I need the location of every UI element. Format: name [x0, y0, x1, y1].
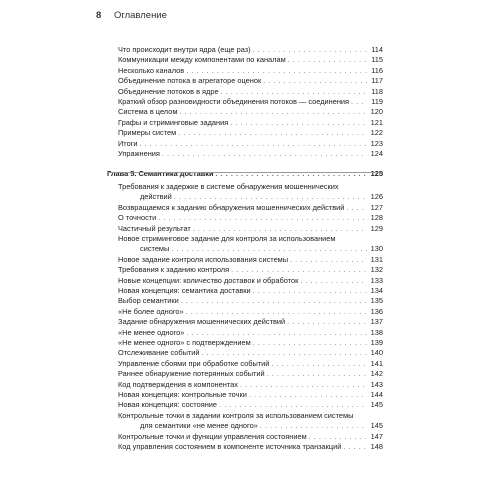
- toc-entry-title: Выбор семантики: [118, 296, 179, 306]
- leader-dots: [202, 348, 367, 358]
- chapter-page: 125: [370, 169, 383, 179]
- leader-dots: [178, 128, 367, 138]
- toc-entry-title: «Не менее одного» с подтверждением: [118, 337, 251, 347]
- toc-entry-page: 133: [370, 275, 383, 285]
- toc-entry-page: 140: [370, 348, 383, 358]
- leader-dots: [186, 66, 367, 76]
- toc-entry-page: 117: [371, 76, 383, 86]
- toc-entry[interactable]: [118, 76, 383, 86]
- leader-dots: [186, 328, 367, 338]
- toc-entry-title: системы: [140, 244, 170, 254]
- leader-dots: [253, 45, 367, 55]
- toc-entry-title: «Не более одного»: [118, 306, 184, 316]
- toc-entry[interactable]: [118, 255, 383, 265]
- toc-entry[interactable]: [118, 411, 383, 432]
- toc-entry-title: Упражнения: [118, 149, 160, 159]
- leader-dots: [290, 255, 367, 265]
- toc-entry[interactable]: [118, 276, 383, 286]
- toc-entry-page: 143: [370, 379, 383, 389]
- leader-dots: [231, 265, 367, 275]
- toc-entry-page: 138: [370, 327, 383, 337]
- toc-entry-title-line1: Требования к задержке в системе обнаружения мошеннических: [118, 181, 339, 191]
- toc-entry-page: 137: [370, 317, 383, 327]
- toc-entry-title: Объединение потоков в ядре: [118, 86, 219, 96]
- toc-entry-title: Новая концепция: состояние: [118, 400, 218, 410]
- toc-entry[interactable]: [118, 369, 383, 379]
- toc-entry[interactable]: [118, 442, 383, 452]
- toc-entry-page: 144: [370, 390, 383, 399]
- toc-entry[interactable]: [118, 317, 383, 327]
- toc-entry-title: Что происходит внутри ядра (еще раз): [118, 45, 251, 54]
- table-of-contents: [107, 45, 383, 452]
- toc-entry-title: Раннее обнаружение потерянных событий: [118, 369, 265, 379]
- leader-dots: [346, 203, 367, 213]
- toc-entry-page: 132: [370, 265, 383, 275]
- toc-entry-page: 127: [370, 202, 383, 212]
- toc-entry[interactable]: [118, 45, 383, 55]
- toc-entry-title: Задание обнаружения мошеннических действий: [118, 317, 286, 327]
- toc-entry-title: Новые концепции: количество доставок и обработок: [118, 275, 299, 285]
- toc-entry[interactable]: [118, 139, 383, 149]
- toc-entry-page: 129: [370, 223, 383, 233]
- leader-dots: [193, 224, 367, 234]
- toc-entry-page: 136: [370, 306, 383, 316]
- toc-entry[interactable]: [118, 118, 383, 128]
- toc-entry[interactable]: [118, 55, 383, 65]
- leader-dots: [309, 432, 367, 442]
- leader-dots: [253, 286, 367, 296]
- leader-dots: [219, 400, 367, 410]
- toc-entry-page: 114: [371, 45, 383, 54]
- toc-entry-title: Отслеживание событий: [118, 348, 200, 358]
- toc-entry[interactable]: [118, 307, 383, 317]
- toc-entry[interactable]: [118, 359, 383, 369]
- toc-entry-page: 120: [370, 107, 383, 117]
- toc-entry[interactable]: [118, 348, 383, 358]
- toc-entry[interactable]: [118, 390, 383, 400]
- leader-dots: [174, 192, 367, 202]
- toc-entry[interactable]: [118, 328, 383, 338]
- leader-dots: [181, 296, 367, 306]
- leader-dots: [253, 338, 367, 348]
- toc-entry-page: 124: [370, 149, 383, 159]
- toc-section-a: [118, 45, 383, 159]
- leader-dots: [343, 442, 367, 452]
- toc-entry-page: 116: [371, 65, 383, 75]
- toc-entry[interactable]: [118, 338, 383, 348]
- toc-entry[interactable]: [118, 97, 383, 107]
- toc-entry[interactable]: [118, 128, 383, 138]
- toc-entry-title: Контрольные точки и функции управления состоянием: [118, 431, 307, 441]
- toc-entry[interactable]: [118, 224, 383, 234]
- toc-entry-page: 139: [370, 337, 383, 347]
- toc-entry-page: 148: [370, 442, 383, 452]
- toc-entry-title: Новая концепция: семантика доставки: [118, 285, 251, 295]
- toc-entry-title-line1: Новое стриминговое задание для контроля за использованием: [118, 233, 336, 243]
- toc-entry-title: Система в целом: [118, 107, 178, 117]
- toc-entry-title: Возвращаемся к заданию обнаружения мошеннических действий: [118, 202, 345, 212]
- leader-dots: [271, 359, 367, 369]
- leader-dots: [240, 380, 367, 390]
- toc-entry[interactable]: [118, 203, 383, 213]
- leader-dots: [267, 369, 367, 379]
- toc-entry-page: 134: [370, 285, 383, 295]
- leader-dots: [288, 55, 367, 65]
- leader-dots: [260, 421, 367, 431]
- toc-entry-title: Частичный результат: [118, 223, 191, 233]
- toc-entry-page: 121: [370, 117, 383, 127]
- toc-entry-page: 115: [371, 55, 383, 65]
- toc-entry[interactable]: [118, 400, 383, 410]
- toc-entry-title: Код управления состоянием в компоненте источника транзакций: [118, 442, 342, 452]
- toc-entry-title: Краткий обзор разновидности объединения потоков — соединения: [118, 97, 350, 107]
- toc-entry[interactable]: [118, 265, 383, 275]
- toc-entry-title: Управление сбоями при обработке событий: [118, 358, 270, 368]
- toc-entry-page: 128: [370, 213, 383, 223]
- toc-entry-title: действий: [140, 192, 172, 202]
- toc-entry[interactable]: [118, 182, 383, 203]
- toc-entry-title: Новое задание контроля использования системы: [118, 254, 289, 264]
- leader-dots: [287, 317, 367, 327]
- toc-entry[interactable]: [118, 107, 383, 117]
- toc-entry-title-line1: Контрольные точки в задании контроля за использованием системы: [118, 410, 354, 420]
- toc-entry[interactable]: [118, 149, 383, 159]
- toc-entry[interactable]: [118, 380, 383, 390]
- toc-entry-page: 142: [370, 369, 383, 379]
- toc-entry-page: 123: [370, 138, 383, 148]
- toc-entry[interactable]: [118, 432, 383, 442]
- toc-entry-title: для семантики «не менее одного»: [140, 421, 258, 431]
- toc-entry-title: Объединение потока в агрегаторе оценок: [118, 76, 262, 86]
- toc-entry-title: Требования к заданию контроля: [118, 265, 230, 275]
- toc-entry-page: 131: [370, 254, 383, 264]
- section-divider: [107, 172, 383, 173]
- toc-entry-title: Примеры систем: [118, 128, 177, 138]
- toc-entry-page: 122: [370, 128, 383, 138]
- toc-entry-title: О точности: [118, 213, 157, 223]
- toc-entry-page: 118: [371, 86, 383, 96]
- chapter-title: Глава 5. Семантика доставки: [107, 169, 214, 179]
- leader-dots: [249, 390, 367, 400]
- leader-dots: [351, 97, 367, 107]
- toc-entry[interactable]: [118, 213, 383, 223]
- leader-dots: [263, 76, 367, 86]
- toc-entry-page: 145: [370, 421, 383, 431]
- leader-dots: [230, 118, 367, 128]
- toc-entry-title: Коммуникации между компонентами по каналам: [118, 55, 286, 65]
- leader-dots: [179, 107, 367, 117]
- toc-entry-page: 135: [370, 296, 383, 306]
- toc-entry-page: 126: [370, 192, 383, 202]
- leader-dots: [186, 307, 367, 317]
- leader-dots: [300, 276, 367, 286]
- leader-dots: [162, 149, 367, 159]
- toc-entry[interactable]: [118, 66, 383, 76]
- toc-entry-page: 141: [370, 358, 383, 368]
- toc-entry-page: 130: [370, 244, 383, 254]
- toc-entry[interactable]: [118, 286, 383, 296]
- toc-entry[interactable]: [118, 234, 383, 255]
- toc-section-b: [118, 182, 383, 453]
- toc-entry-page: 119: [371, 97, 383, 107]
- toc-entry-title: «Не менее одного»: [118, 327, 185, 337]
- page-number: 8: [96, 10, 102, 21]
- toc-entry[interactable]: [118, 87, 383, 97]
- toc-entry-page: 145: [370, 400, 383, 410]
- leader-dots: [140, 139, 367, 149]
- page-header: [96, 10, 167, 21]
- leader-dots: [221, 87, 367, 97]
- toc-entry-title: Новая концепция: контрольные точки: [118, 390, 247, 399]
- leader-dots: [171, 244, 367, 254]
- toc-entry-title: Код подтверждения в компонентах: [118, 379, 238, 389]
- toc-entry-title: Несколько каналов: [118, 65, 185, 75]
- toc-entry-title: Итоги: [118, 138, 138, 148]
- toc-entry[interactable]: [118, 296, 383, 306]
- toc-entry-page: 147: [370, 431, 383, 441]
- leader-dots: [158, 213, 367, 223]
- page-title: Оглавление: [113, 10, 167, 21]
- toc-entry-title: Графы и стриминговые задания: [118, 117, 229, 127]
